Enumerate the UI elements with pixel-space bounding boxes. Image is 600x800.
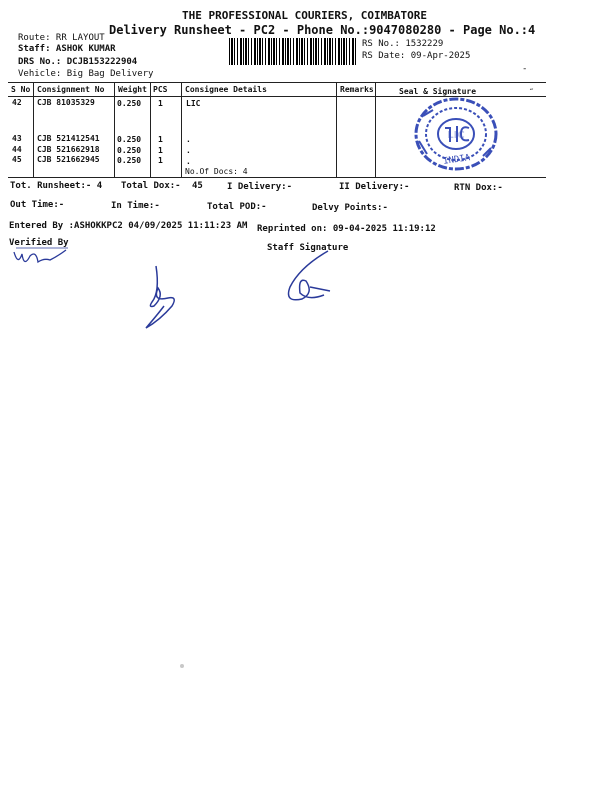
row-weight: 0.250 (117, 146, 142, 155)
tot-runsheet: Tot. Runsheet:- 4 (10, 181, 103, 191)
reprinted-on: Reprinted on: 09-04-2025 11:19:12 (257, 224, 436, 234)
row-pcs: 1 (158, 146, 163, 155)
row-consignment: CJB 521662945 (37, 155, 100, 164)
col-header-remarks: Remarks (340, 85, 374, 94)
col-header-consignee: Consignee Details (185, 85, 267, 94)
col-header-weight: Weight (118, 85, 147, 94)
rs-date: RS Date: 09-Apr-2025 (362, 51, 471, 61)
row-consignment: CJB 521662918 (37, 145, 100, 154)
stamp-center-text: LIC (447, 130, 465, 141)
scan-speck (180, 664, 184, 668)
total-dox-value: 45 (192, 181, 203, 191)
row-pcs: 1 (158, 135, 163, 144)
col-header-pcs: PCS (153, 85, 168, 94)
row-pcs: 1 (158, 99, 163, 108)
row-sno: 44 (12, 145, 22, 154)
runsheet-title: Delivery Runsheet - PC2 - Phone No.:9047080280 - Page No.:4 (109, 23, 536, 37)
row-weight: 0.250 (117, 135, 142, 144)
handwritten-signature-1 (138, 262, 188, 334)
delvy-points: Delvy Points:- (312, 203, 388, 213)
rtn-dox: RTN Dox:- (454, 183, 503, 193)
mark-tick: ˶ (530, 84, 536, 94)
stamp-ring-text: INDIA (442, 153, 471, 167)
row-consignment: CJB 521412541 (37, 134, 100, 143)
row-details: . (186, 146, 191, 155)
company-name: THE PROFESSIONAL COURIERS, COIMBATORE (182, 9, 428, 22)
row-sno: 45 (12, 155, 22, 164)
row-sno: 43 (12, 134, 22, 143)
rs-number: RS No.: 1532229 (362, 39, 444, 49)
staff-signature-label: Staff Signature (267, 243, 349, 253)
row-weight: 0.250 (117, 156, 142, 165)
handwritten-signature-2 (280, 247, 350, 307)
verified-by-label: Verified By (9, 238, 69, 248)
row-pcs: 1 (158, 156, 163, 165)
lic-seal-stamp (413, 96, 503, 171)
drs-number: DRS No.: DCJB153222904 (18, 57, 138, 67)
row-consignment: CJB 81035329 (37, 98, 95, 107)
total-dox-label: Total Dox:- (121, 181, 181, 191)
i-delivery: I Delivery:- (227, 182, 293, 192)
row-details: LIC (186, 99, 201, 108)
row-weight: 0.250 (117, 99, 142, 108)
entered-by: Entered By :ASHOKKPC2 04/09/2025 11:11:23 AM (9, 221, 248, 231)
ii-delivery: II Delivery:- (339, 182, 410, 192)
vehicle-label: Vehicle: Big Bag Delivery (18, 69, 154, 79)
in-time: In Time:- (111, 201, 160, 211)
route-label: Route: RR LAYOUT (18, 33, 105, 43)
row-details: . (186, 157, 191, 166)
total-pod: Total POD:- (207, 202, 267, 212)
row-details: . (186, 135, 191, 144)
out-time: Out Time:- (10, 200, 65, 210)
col-header-consignment: Consignment No (37, 85, 105, 94)
barcode (229, 38, 356, 65)
col-header-seal: Seal & Signature (399, 87, 477, 96)
staff-label: Staff: ASHOK KUMAR (18, 44, 116, 54)
verifier-signature (10, 244, 70, 272)
row-sno: 42 (12, 98, 22, 107)
mark-dash: - (522, 64, 528, 74)
no-of-docs: No.Of Docs: 4 (185, 167, 248, 176)
col-header-sno: S No (11, 85, 31, 94)
